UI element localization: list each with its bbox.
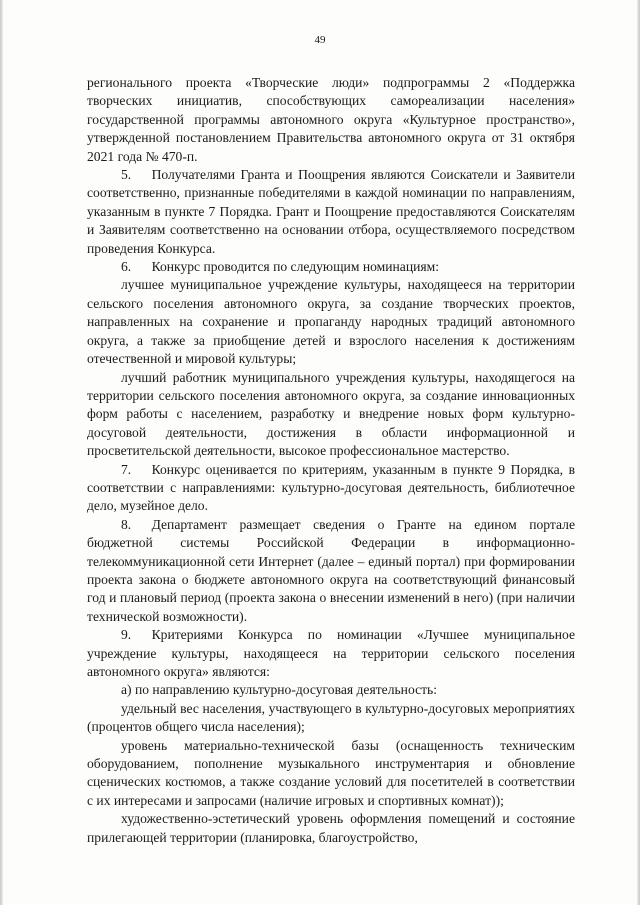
page-number: 49 — [314, 34, 326, 46]
paragraph-clause-9: 9. Критериями Конкурса по номинации «Лучшее муниципальное учреждение культуры, находящееся на территории сельского поселения автономного округа» являются: — [87, 627, 575, 679]
paragraph-criterion-1: удельный вес населения, участвующего в культурно-досуговых мероприятиях (процентов общего числа населения); — [87, 700, 575, 735]
paragraph-clause-6: 6. Конкурс проводится по следующим номинациям: — [121, 259, 439, 275]
scan-edge-left — [0, 0, 3, 905]
paragraph-1: регионального проекта «Творческие люди» подпрограммы 2 «Поддержка творческих инициатив, способствующих самореализации населения» государственной программы автономного округа «Культурное пространство», утвержденной постановлением Правительства автономного округа от 31 октября 2021 года № 470-п. — [87, 75, 575, 164]
paragraph-clause-5: 5. Получателями Гранта и Поощрения являются Соискатели и Заявители соответственно, признанные победителями в каждой номинации по направлениям, указанным в пункте 7 Порядка. Грант и Поощрение предоставляются Соискателям и Заявителям соответственно на основании отбора, осуществляемого посредством проведения Конкурса. — [87, 167, 575, 256]
paragraph-nomination-2: лучший работник муниципального учреждения культуры, находящегося на территории сельского поселения автономного округа, за создание инновационных форм работы с населением, разработку и внедрение новых форм культурно-досуговой деятельности, достижения в области информационной и просветительской деятельности, высокое профессиональное мастерство. — [87, 369, 575, 459]
paragraph-criterion-2: уровень материально-технической базы (оснащенность техническим оборудованием, пополнение музыкального инструментария и обновление сценических костюмов, а также создание условий для посетителей в соответствии с их интересами и запросами (наличие игровых и спортивных комнат)); — [87, 737, 575, 808]
document-body — [87, 74, 575, 847]
paragraph-criterion-3: художественно-эстетический уровень оформления помещений и состояние прилегающей территории (планировка, благоустройство, — [87, 811, 575, 845]
paragraph-direction-a: а) по направлению культурно-досуговая деятельность: — [121, 682, 438, 698]
paragraph-nomination-1: лучшее муниципальное учреждение культуры, находящееся на территории сельского поселения автономного округа, за создание творческих проектов, направленных на сохранение и пропаганду народных традиций автономного округа, а также за приобщение детей и взрослого населения к достижениям отечественной и мировой культуры; — [87, 277, 575, 367]
paragraph-clause-8: 8. Департамент размещает сведения о Гранте на едином портале бюджетной системы Российской Федерации в информационно-телекоммуникационной сети Интернет (далее – единый портал) при формировании проекта закона о бюджете автономного округа на соответствующий финансовый год и плановый период (проекта закона о внесении изменений в него) (при наличии технической возможности). — [87, 516, 575, 624]
paragraph-clause-7: 7. Конкурс оценивается по критериям, указанным в пункте 9 Порядка, в соответствии с направлениями: культурно-досуговая деятельность, библиотечное дело, музейное дело. — [87, 461, 575, 514]
